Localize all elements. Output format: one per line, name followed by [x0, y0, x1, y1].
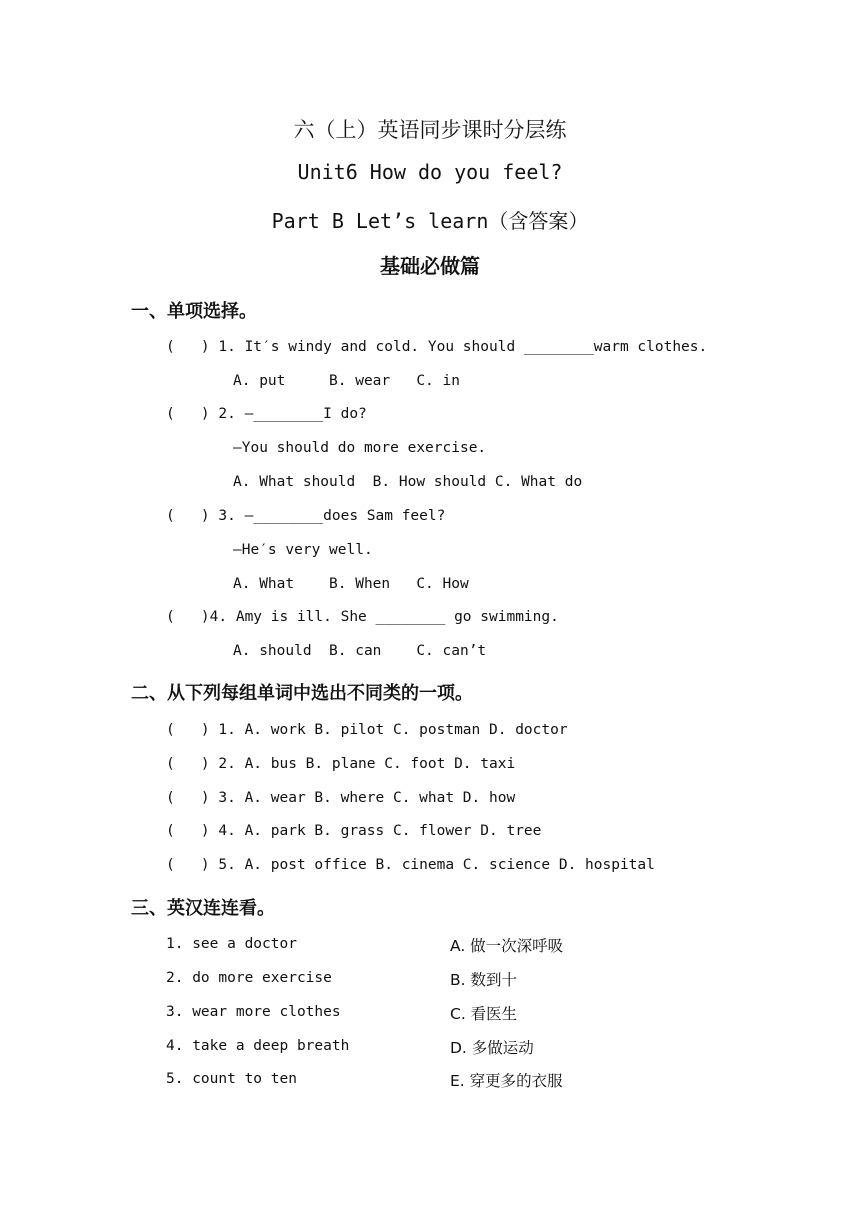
q3-response: —He′s very well.	[233, 542, 373, 558]
q2-options: A. What should B. How should C. What do	[233, 474, 583, 490]
part-title: Part B Let’s learn（含答案）	[271, 209, 589, 233]
match-right-a: A. 做一次深呼吸	[450, 937, 564, 955]
q2-response: —You should do more exercise.	[233, 440, 487, 456]
worksheet-title: 六（上）英语同步课时分层练	[293, 118, 567, 142]
odd-one-out-5: ( ) 5. A. post office B. cinema C. science D. hospital	[166, 857, 655, 873]
q4-stem: ( )4. Amy is ill. She ________ go swimming.	[166, 609, 559, 625]
match-right-c: C. 看医生	[450, 1005, 518, 1023]
match-right-d: D. 多做运动	[450, 1039, 534, 1057]
match-left-5: 5. count to ten	[166, 1071, 297, 1087]
q3-options: A. What B. When C. How	[233, 576, 469, 592]
q1-stem: ( ) 1. It′s windy and cold. You should ________warm clothes.	[166, 339, 708, 355]
match-left-1: 1. see a doctor	[166, 936, 297, 952]
odd-one-out-2: ( ) 2. A. bus B. plane C. foot D. taxi	[166, 756, 516, 772]
q2-stem: ( ) 2. —________I do?	[166, 406, 367, 422]
match-left-3: 3. wear more clothes	[166, 1004, 341, 1020]
match-right-e: E. 穿更多的衣服	[450, 1072, 563, 1090]
section2-heading: 二、从下列每组单词中选出不同类的一项。	[131, 683, 473, 704]
unit-title: Unit6 How do you feel?	[297, 160, 563, 184]
q3-stem: ( ) 3. —________does Sam feel?	[166, 508, 446, 524]
odd-one-out-3: ( ) 3. A. wear B. where C. what D. how	[166, 790, 516, 806]
q1-options: A. put B. wear C. in	[233, 373, 460, 389]
match-right-b: B. 数到十	[450, 971, 517, 989]
q4-options: A. should B. can C. can’t	[233, 643, 487, 659]
odd-one-out-4: ( ) 4. A. park B. grass C. flower D. tree	[166, 823, 542, 839]
level-title: 基础必做篇	[380, 254, 480, 278]
odd-one-out-1: ( ) 1. A. work B. pilot C. postman D. doctor	[166, 722, 568, 738]
section3-heading: 三、英汉连连看。	[131, 898, 275, 919]
section1-heading: 一、单项选择。	[131, 301, 257, 322]
match-left-2: 2. do more exercise	[166, 970, 332, 986]
match-left-4: 4. take a deep breath	[166, 1038, 350, 1054]
